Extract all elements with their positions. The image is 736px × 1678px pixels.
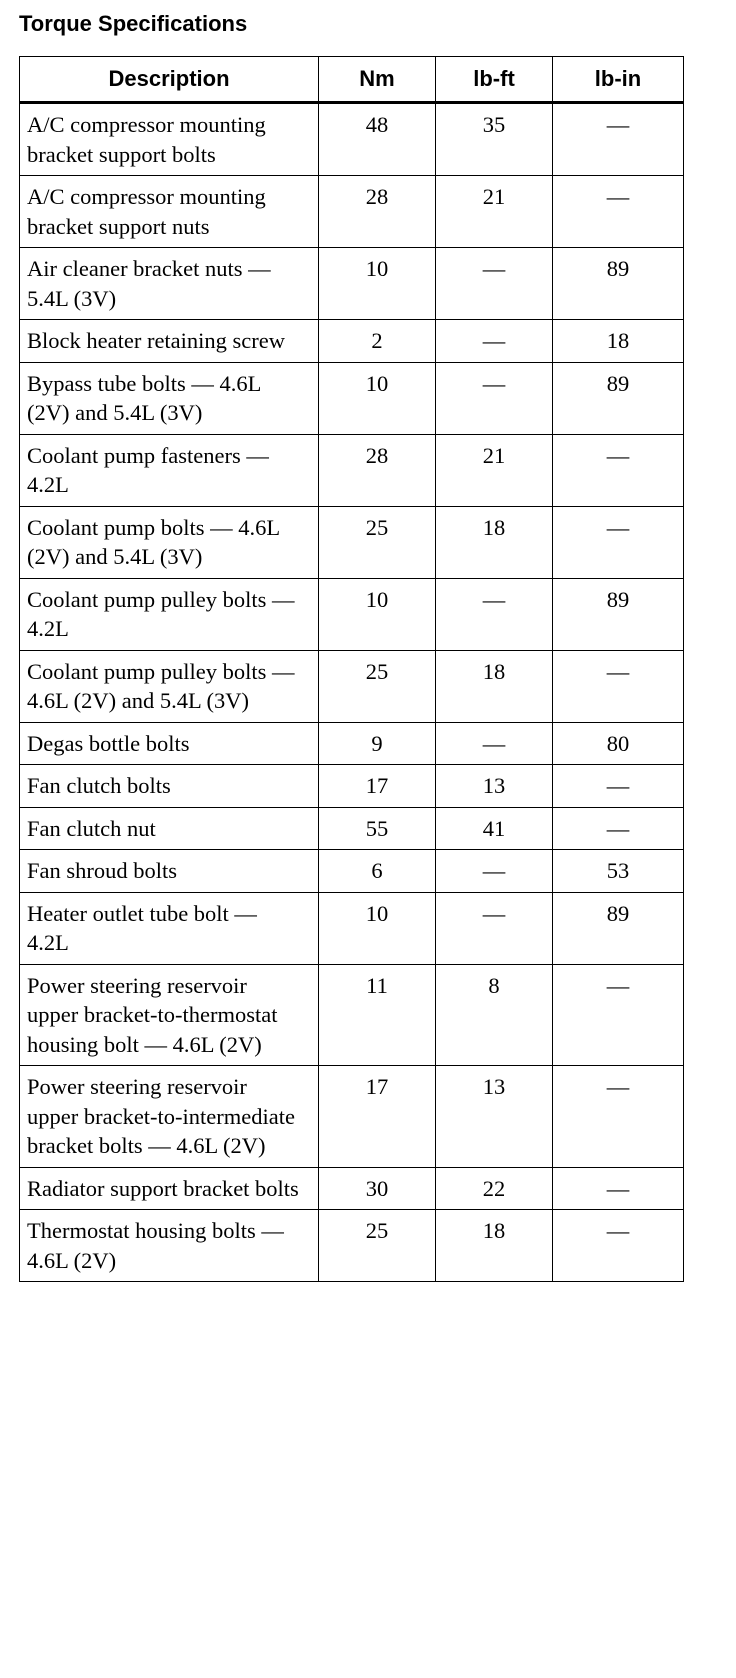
cell-lb-in: 89 [553, 248, 684, 320]
cell-lb-ft: 18 [436, 650, 553, 722]
cell-description: Bypass tube bolts — 4.6L (2V) and 5.4L (3V) [20, 362, 319, 434]
cell-description: Block heater retaining screw [20, 320, 319, 363]
cell-nm: 25 [319, 650, 436, 722]
header-nm: Nm [319, 57, 436, 103]
cell-lb-ft: — [436, 362, 553, 434]
cell-description: Fan shroud bolts [20, 850, 319, 893]
cell-lb-ft: 21 [436, 176, 553, 248]
cell-nm: 28 [319, 434, 436, 506]
cell-lb-in: — [553, 1210, 684, 1282]
cell-lb-in: — [553, 1167, 684, 1210]
cell-lb-ft: 18 [436, 506, 553, 578]
cell-lb-in: 89 [553, 578, 684, 650]
cell-nm: 10 [319, 892, 436, 964]
table-row [20, 103, 684, 176]
table-row [20, 1167, 684, 1210]
cell-lb-in: 89 [553, 892, 684, 964]
cell-lb-ft: — [436, 722, 553, 765]
cell-nm: 55 [319, 807, 436, 850]
cell-nm: 6 [319, 850, 436, 893]
cell-lb-ft: 18 [436, 1210, 553, 1282]
cell-description: Degas bottle bolts [20, 722, 319, 765]
cell-lb-ft: 8 [436, 964, 553, 1066]
cell-nm: 25 [319, 506, 436, 578]
cell-description: A/C compressor mounting bracket support bolts [20, 103, 319, 176]
cell-lb-in: — [553, 807, 684, 850]
cell-description: Power steering reservoir upper bracket-to-thermostat housing bolt — 4.6L (2V) [20, 964, 319, 1066]
cell-lb-in: — [553, 506, 684, 578]
table-row [20, 964, 684, 1066]
cell-lb-ft: 22 [436, 1167, 553, 1210]
table-row [20, 722, 684, 765]
cell-nm: 10 [319, 362, 436, 434]
table-row [20, 434, 684, 506]
cell-lb-in: — [553, 650, 684, 722]
cell-description: Coolant pump pulley bolts — 4.2L [20, 578, 319, 650]
table-row [20, 176, 684, 248]
cell-lb-ft: 35 [436, 103, 553, 176]
cell-nm: 11 [319, 964, 436, 1066]
cell-lb-in: 80 [553, 722, 684, 765]
cell-nm: 25 [319, 1210, 436, 1282]
cell-nm: 10 [319, 248, 436, 320]
cell-description: A/C compressor mounting bracket support nuts [20, 176, 319, 248]
cell-lb-ft: 13 [436, 765, 553, 808]
cell-nm: 48 [319, 103, 436, 176]
cell-lb-ft: — [436, 578, 553, 650]
cell-description: Coolant pump bolts — 4.6L (2V) and 5.4L (3V) [20, 506, 319, 578]
cell-nm: 28 [319, 176, 436, 248]
cell-description: Thermostat housing bolts — 4.6L (2V) [20, 1210, 319, 1282]
cell-nm: 17 [319, 1066, 436, 1168]
cell-lb-ft: — [436, 892, 553, 964]
cell-nm: 17 [319, 765, 436, 808]
table-row [20, 850, 684, 893]
cell-description: Fan clutch bolts [20, 765, 319, 808]
page-title: Torque Specifications [19, 11, 248, 36]
torque-specifications-table [19, 56, 684, 1282]
table-row [20, 807, 684, 850]
cell-nm: 30 [319, 1167, 436, 1210]
cell-description: Heater outlet tube bolt — 4.2L [20, 892, 319, 964]
cell-lb-in: — [553, 964, 684, 1066]
cell-description: Fan clutch nut [20, 807, 319, 850]
cell-lb-ft: — [436, 850, 553, 893]
cell-lb-in: 18 [553, 320, 684, 363]
cell-description: Coolant pump fasteners — 4.2L [20, 434, 319, 506]
table-row [20, 506, 684, 578]
table-row [20, 1210, 684, 1282]
cell-lb-in: 89 [553, 362, 684, 434]
table-row [20, 320, 684, 363]
table-row [20, 362, 684, 434]
cell-lb-in: — [553, 434, 684, 506]
cell-lb-ft: — [436, 320, 553, 363]
table-row [20, 765, 684, 808]
header-description: Description [20, 57, 319, 103]
cell-nm: 2 [319, 320, 436, 363]
cell-nm: 10 [319, 578, 436, 650]
cell-lb-in: 53 [553, 850, 684, 893]
cell-nm: 9 [319, 722, 436, 765]
cell-lb-in: — [553, 176, 684, 248]
cell-lb-in: — [553, 1066, 684, 1168]
cell-lb-ft: 21 [436, 434, 553, 506]
table-row [20, 892, 684, 964]
cell-lb-ft: 41 [436, 807, 553, 850]
cell-lb-in: — [553, 103, 684, 176]
header-lb-ft: lb-ft [436, 57, 553, 103]
table-row [20, 1066, 684, 1168]
cell-description: Air cleaner bracket nuts — 5.4L (3V) [20, 248, 319, 320]
header-lb-in: lb-in [553, 57, 684, 103]
cell-description: Coolant pump pulley bolts — 4.6L (2V) and 5.4L (3V) [20, 650, 319, 722]
cell-lb-ft: 13 [436, 1066, 553, 1168]
table-row [20, 650, 684, 722]
cell-description: Radiator support bracket bolts [20, 1167, 319, 1210]
table-header-row [20, 57, 684, 103]
cell-lb-in: — [553, 765, 684, 808]
cell-lb-ft: — [436, 248, 553, 320]
cell-description: Power steering reservoir upper bracket-to-intermediate bracket bolts — 4.6L (2V) [20, 1066, 319, 1168]
table-row [20, 248, 684, 320]
table-row [20, 578, 684, 650]
